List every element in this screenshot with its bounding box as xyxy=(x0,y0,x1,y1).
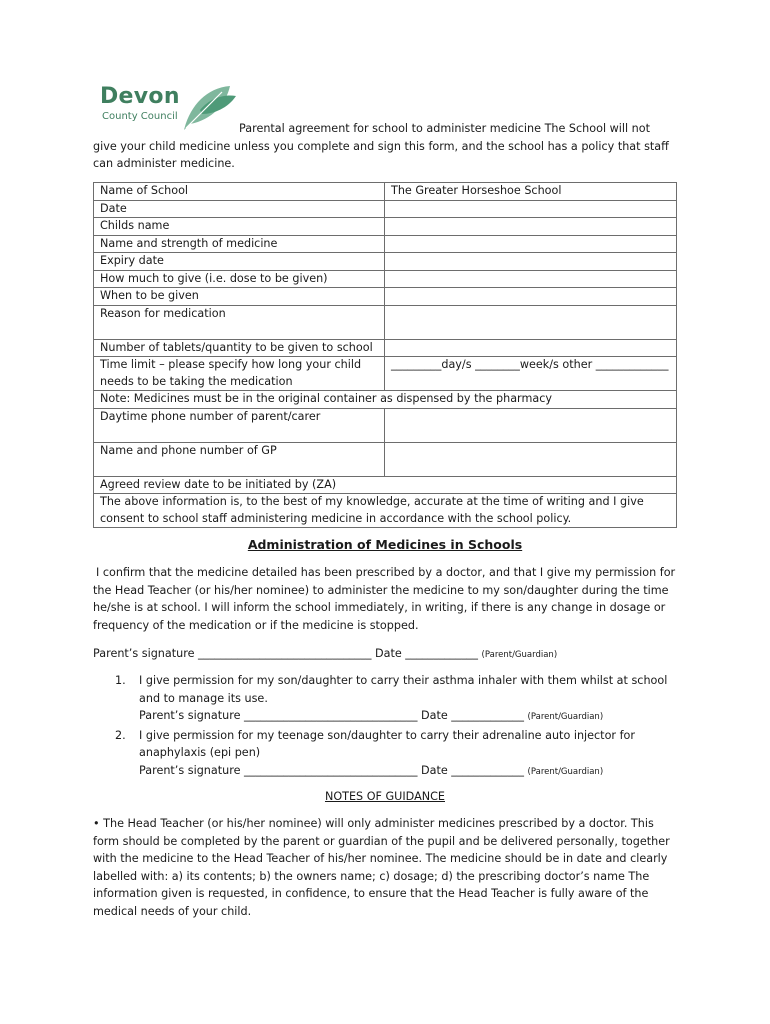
field-label: Date xyxy=(94,200,385,218)
medicine-details-table xyxy=(93,182,677,528)
logo-name: Devon xyxy=(100,84,180,109)
item-number: 1. xyxy=(115,674,126,687)
table-row xyxy=(94,339,677,357)
field-label: Name of School xyxy=(94,183,385,201)
field-value[interactable] xyxy=(385,200,677,218)
table-row xyxy=(94,442,677,476)
list-item xyxy=(93,672,683,727)
field-value[interactable] xyxy=(385,218,677,236)
permission-text: I give permission for my teenage son/daughter to carry their adrenaline auto injector for anaphylaxis (epi pen) xyxy=(139,728,635,759)
table-row xyxy=(94,270,677,288)
field-label: Reason for medication xyxy=(94,305,385,339)
guardian-note: (Parent/Guardian) xyxy=(527,766,604,777)
table-row xyxy=(94,408,677,442)
signature-label: Parent’s signature _______________________________ Date _____________ xyxy=(139,709,524,722)
permission-text: I give permission for my son/daughter to carry their asthma inhaler with them whilst at school and to manage its use. xyxy=(139,674,668,705)
field-label: How much to give (i.e. dose to be given) xyxy=(94,270,385,288)
field-value[interactable] xyxy=(385,339,677,357)
table-row xyxy=(94,218,677,236)
guardian-note: (Parent/Guardian) xyxy=(527,712,604,722)
field-value[interactable]: The Greater Horseshoe School xyxy=(385,183,677,201)
logo-subtitle: County Council xyxy=(102,111,178,122)
table-row xyxy=(94,494,677,528)
note-cell: Note: Medicines must be in the original container as dispensed by the pharmacy xyxy=(94,391,677,409)
table-row xyxy=(94,288,677,306)
table-row xyxy=(94,391,677,409)
field-label: Childs name xyxy=(94,218,385,236)
intro-rest: give your child medicine unless you complete and sign this form, and the school has a policy that staff can administer medicine. xyxy=(93,139,669,170)
guidance-paragraph: • The Head Teacher (or his/her nominee) will only administer medicines prescribed by a doctor. This form should be completed by the parent or guardian of the pupil and be delivered personally, together with the medicine to the Head Teacher of his/her nominee. The medicine should be in date and clearly labelled with: a) its contents; b) the owners name; c) dosage; d) the prescribing doctor’s name The information given is requested, in confidence, to ensure that the Head Teacher is fully aware of the medical needs of your child. xyxy=(93,817,670,918)
intro-first-line: Parental agreement for school to administer medicine The School will not xyxy=(239,122,650,135)
field-value[interactable] xyxy=(385,442,677,476)
item-number: 2. xyxy=(115,728,126,742)
permissions-list xyxy=(93,672,683,781)
field-label: Number of tablets/quantity to be given to school xyxy=(94,339,385,357)
signature-label: Parent’s signature _______________________________ Date _____________ xyxy=(93,647,478,660)
table-row xyxy=(94,253,677,271)
field-label: Daytime phone number of parent/carer xyxy=(94,408,385,442)
review-cell: Agreed review date to be initiated by (ZA) xyxy=(94,476,677,494)
intro-text xyxy=(93,120,683,173)
field-label: When to be given xyxy=(94,288,385,306)
table-row xyxy=(94,357,677,391)
field-value[interactable] xyxy=(385,235,677,253)
signature-label: Parent’s signature _______________________________ Date _____________ xyxy=(139,763,524,777)
main-signature-line xyxy=(93,645,683,665)
field-value[interactable] xyxy=(385,305,677,339)
field-value[interactable] xyxy=(385,270,677,288)
field-value[interactable]: _________day/s ________week/s other _____________ xyxy=(385,357,677,391)
confirm-paragraph: I confirm that the medicine detailed has been prescribed by a doctor, and that I give my permission for the Head Teacher (or his/her nominee) to administer the medicine to my son/daughter during the time he/she is at school. I will inform the school immediately, in writing, if there is any change in dosage or frequency of the medication or if the medicine is stopped. xyxy=(93,566,676,632)
table-row xyxy=(94,476,677,494)
table-row xyxy=(94,200,677,218)
guidance-heading: NOTES OF GUIDANCE xyxy=(324,790,445,803)
list-item xyxy=(93,727,683,782)
field-value[interactable] xyxy=(385,408,677,442)
administration-heading: Administration of Medicines in Schools xyxy=(247,537,523,552)
field-label: Expiry date xyxy=(94,253,385,271)
field-value[interactable] xyxy=(385,288,677,306)
guardian-note: (Parent/Guardian) xyxy=(481,650,558,660)
field-value[interactable] xyxy=(385,253,677,271)
table-row xyxy=(94,235,677,253)
field-label: Time limit – please specify how long your child needs to be taking the medication xyxy=(94,357,385,391)
field-label: Name and phone number of GP xyxy=(94,442,385,476)
field-label: Name and strength of medicine xyxy=(94,235,385,253)
consent-cell: The above information is, to the best of my knowledge, accurate at the time of writing and I give consent to school staff administering medicine in accordance with the school policy. xyxy=(94,494,677,528)
table-row xyxy=(94,183,677,201)
table-row xyxy=(94,305,677,339)
